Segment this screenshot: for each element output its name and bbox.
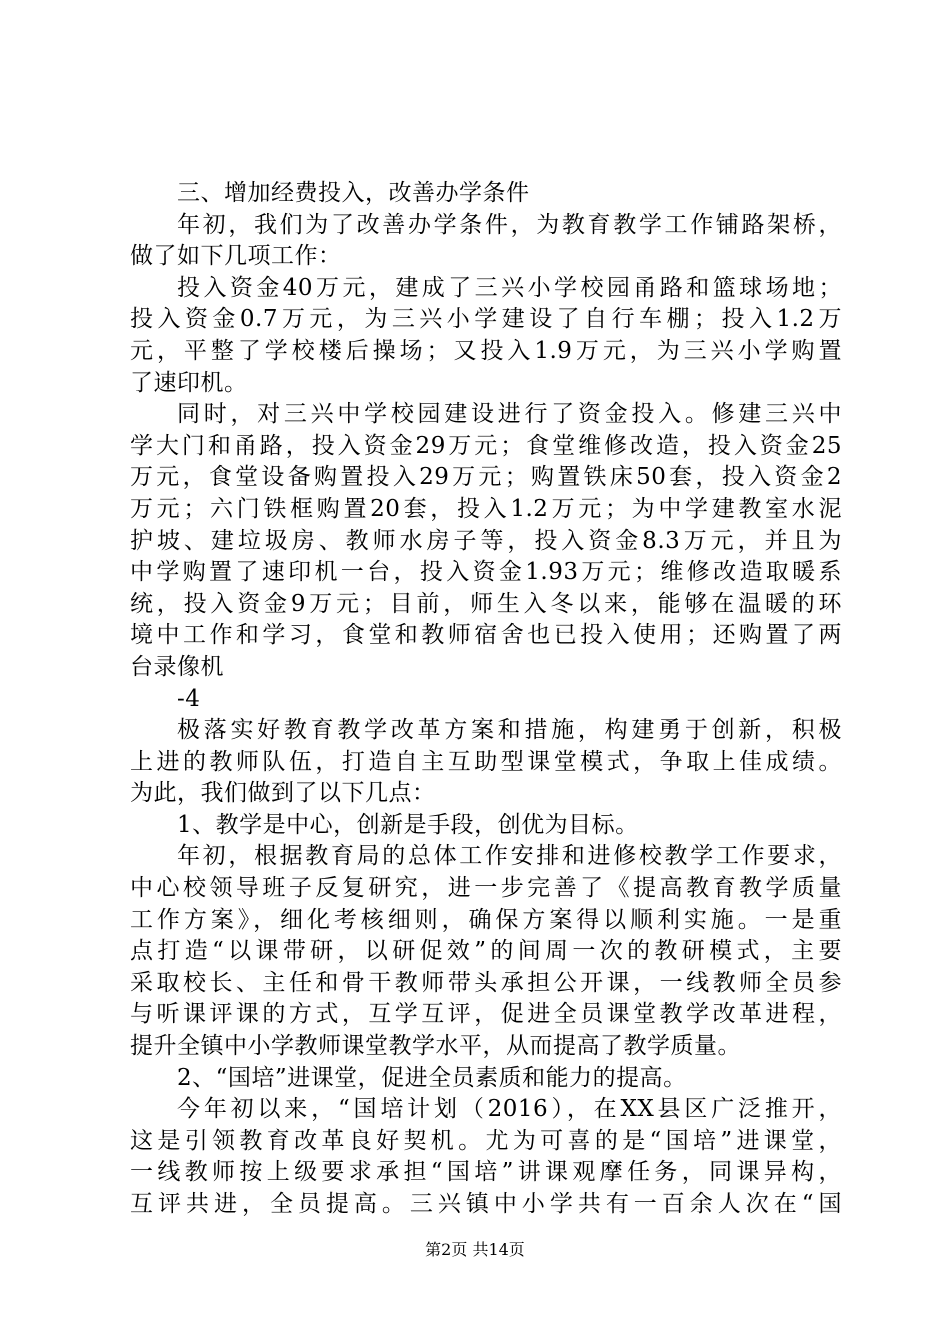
- text-line: 投入资金40万元，建成了三兴小学校园甬路和篮球场地；: [177, 274, 842, 301]
- text-line: 三、增加经费投入，改善办学条件: [177, 180, 530, 206]
- text-line: 与听课评课的方式，互学互评，促进全员课堂教学改革进程，: [130, 1001, 842, 1028]
- text-line: 境中工作和学习，食堂和教师宿舍也已投入使用；还购置了两: [130, 622, 842, 649]
- text-line: 今年初以来，“国培计划（2016），在XX县区广泛推开，: [177, 1096, 842, 1123]
- text-line: 做了如下几项工作：: [130, 243, 342, 270]
- text-line: 中心校领导班子反复研究，进一步完善了《提高教育教学质量: [130, 875, 842, 902]
- text-line: 一线教师按上级要求承担“国培”讲课观摩任务，同课异构，: [130, 1159, 842, 1186]
- text-line: 工作方案》，细化考核细则，确保方案得以顺利实施。一是重: [130, 906, 842, 933]
- text-line: 同时，对三兴中学校园建设进行了资金投入。修建三兴中: [177, 401, 842, 428]
- text-line: 点打造“以课带研，以研促效”的间周一次的教研模式，主要: [130, 938, 842, 965]
- text-line: 年初，根据教育局的总体工作安排和进修校教学工作要求，: [177, 843, 842, 870]
- text-line: 这是引领教育改革良好契机。尤为可喜的是“国培”进课堂，: [130, 1127, 842, 1154]
- text-line: 统，投入资金9万元；目前，师生入冬以来，能够在温暖的环: [130, 590, 842, 617]
- text-line: 年初，我们为了改善办学条件，为教育教学工作铺路架桥，: [177, 211, 842, 238]
- text-line: 提升全镇中小学教师课堂教学水平，从而提高了教学质量。: [130, 1033, 741, 1060]
- text-line: 2、“国培”进课堂，促进全员素质和能力的提高。: [177, 1064, 687, 1091]
- text-line: 万元，食堂设备购置投入29万元；购置铁床50套，投入资金2: [130, 464, 842, 491]
- text-line: 1、教学是中心，创新是手段，创优为目标。: [177, 811, 639, 838]
- text-line: 互评共进，全员提高。三兴镇中小学共有一百余人次在“国: [130, 1191, 842, 1217]
- text-line: 上进的教师队伍，打造自主互助型课堂模式，争取上佳成绩。: [130, 748, 842, 775]
- text-line: 中学购置了速印机一台，投入资金1.93万元；维修改造取暖系: [130, 559, 842, 586]
- page-footer: 第2页 共14页: [425, 1240, 525, 1259]
- text-line: 为此，我们做到了以下几点：: [130, 780, 436, 807]
- text-line: 万元；六门铁框购置20套，投入1.2万元；为中学建教室水泥: [130, 495, 842, 522]
- text-line: 元，平整了学校楼后操场；又投入1.9万元，为三兴小学购置: [130, 337, 842, 364]
- text-line: 投入资金0.7万元，为三兴小学建设了自行车棚；投入1.2万: [130, 306, 842, 333]
- text-line: 极落实好教育教学改革方案和措施，构建勇于创新，积极: [177, 717, 842, 744]
- text-line: 护坡、建垃圾房、教师水房子等，投入资金8.3万元，并且为: [130, 527, 842, 554]
- document-body: [130, 178, 842, 1221]
- text-line: 采取校长、主任和骨干教师带头承担公开课，一线教师全员参: [130, 969, 842, 996]
- text-line: 学大门和甬路，投入资金29万元；食堂维修改造，投入资金25: [130, 432, 842, 459]
- text-line: -4: [177, 685, 201, 712]
- text-line: 台录像机: [130, 653, 224, 680]
- text-line: 了速印机。: [130, 369, 248, 396]
